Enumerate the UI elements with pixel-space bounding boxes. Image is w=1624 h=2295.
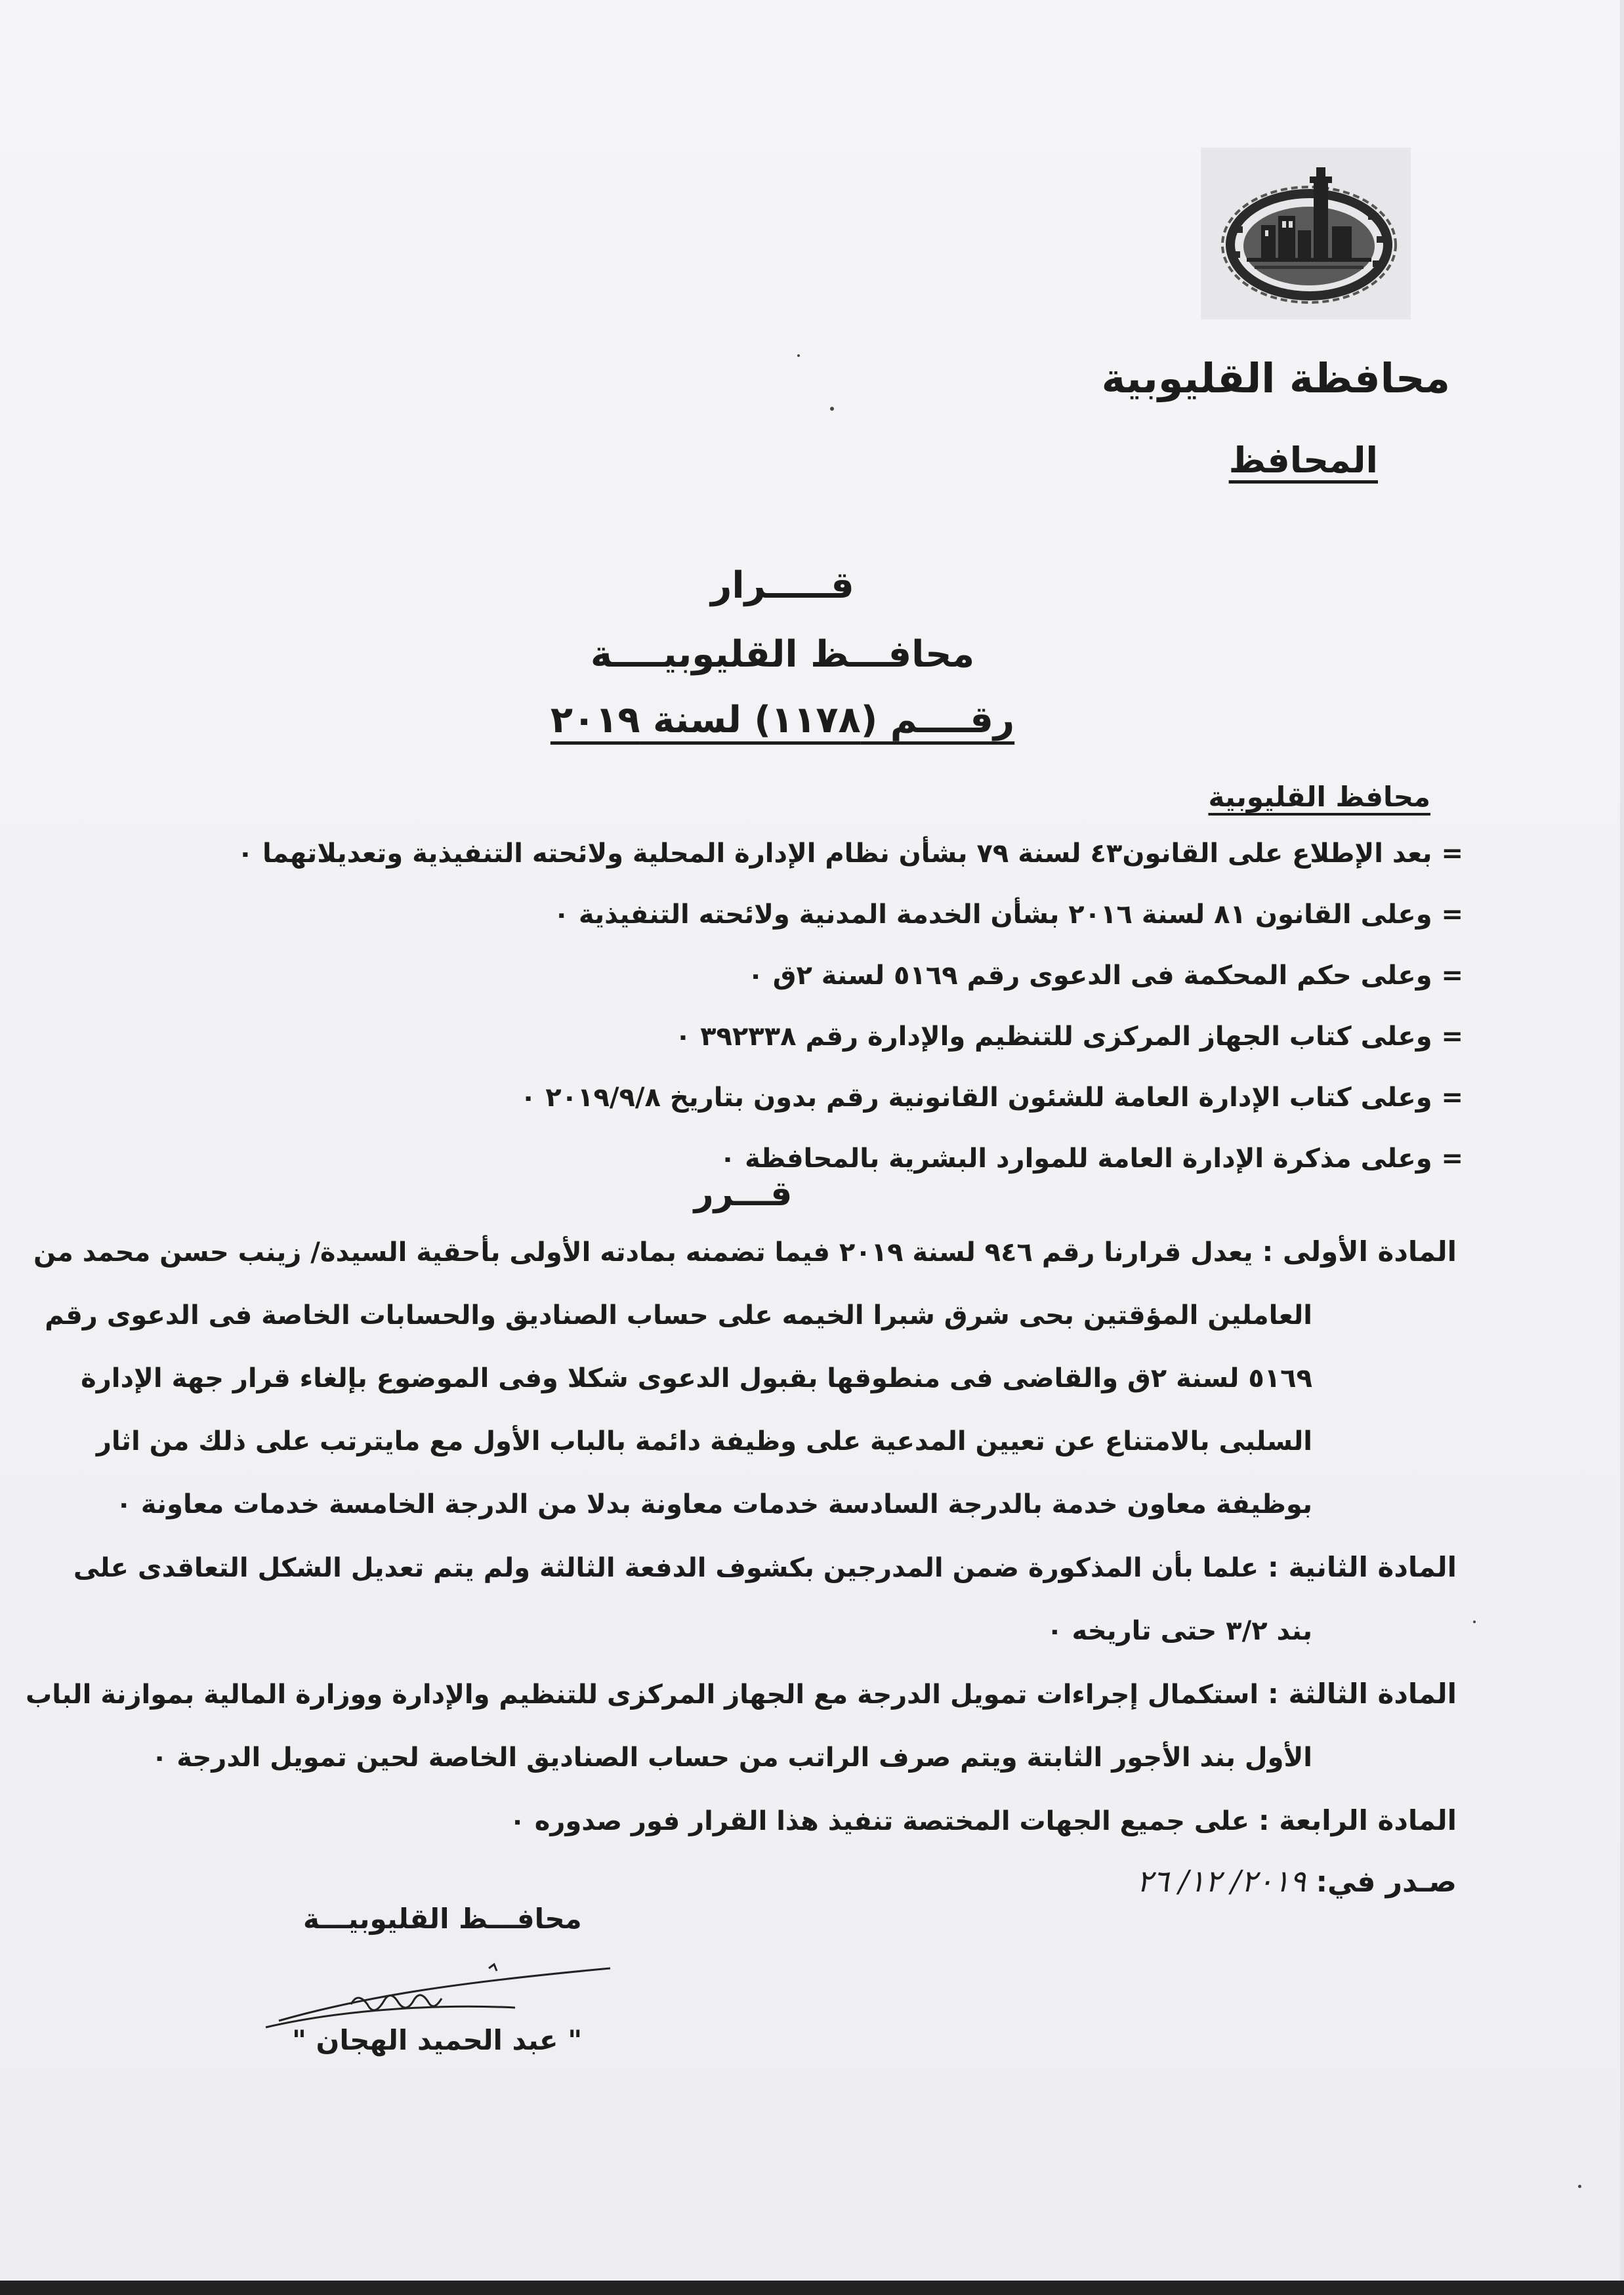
article-label: المادة الرابعة : xyxy=(1258,1804,1457,1836)
signatory-title: محافـــظ القليوبيـــة xyxy=(303,1903,582,1935)
article-first xyxy=(33,1220,1457,1536)
decree-issuer: محافـــظ القليوبيــــة xyxy=(590,633,975,676)
issued-date xyxy=(1136,1863,1457,1899)
scan-speck xyxy=(1578,2185,1581,2188)
decree-title: قـــــرار xyxy=(711,564,854,607)
recitals-list xyxy=(217,823,1463,1189)
article-line xyxy=(33,1220,1457,1284)
article-line: العاملين المؤقتين بحى شرق شبرا الخيمه على حساب الصناديق والحسابات الخاصة فى الدعوى رقم xyxy=(45,1300,1312,1331)
recital-item: = وعلى مذكرة الإدارة العامة للموارد البشرية بالمحافظة ٠ xyxy=(719,1144,1463,1174)
addressee: محافظ القليوبية xyxy=(1208,781,1430,813)
governorate-emblem-icon xyxy=(1201,148,1411,320)
issued-date-value: ٢٠١٩/ ١٢/ ٢٦ xyxy=(1136,1863,1306,1899)
office-title: المحافظ xyxy=(1228,440,1378,481)
issued-label: صـدر في: xyxy=(1316,1865,1457,1899)
recital-item: = وعلى حكم المحكمة فى الدعوى رقم ٥١٦٩ لسنة ٢ق ٠ xyxy=(747,961,1463,991)
scan-bottom-border xyxy=(0,2281,1624,2295)
article-line: بند ٣/٢ حتى تاريخه ٠ xyxy=(1047,1616,1312,1646)
article-second xyxy=(73,1536,1457,1663)
article-line xyxy=(26,1663,1457,1726)
article-line: السلبى بالامتناع عن تعيين المدعية على وظيفة دائمة بالباب الأول مع مايترتب على ذلك من اثار xyxy=(96,1426,1312,1457)
articles xyxy=(26,1220,1457,1853)
scan-speck xyxy=(797,354,800,357)
decree-number-text: رقــــم (١١٧٨) لسنة ٢٠١٩ xyxy=(550,699,1015,741)
decree-number xyxy=(0,699,1594,741)
article-fourth xyxy=(79,1789,1457,1853)
recital-item: = بعد الإطلاع على القانون٤٣ لسنة ٧٩ بشأن نظام الإدارة المحلية ولائحته التنفيذية وتعديلاتهما ٠ xyxy=(237,838,1463,869)
article-line: بوظيفة معاون خدمة بالدرجة السادسة خدمات معاونة بدلا من الدرجة الخامسة خدمات معاونة ٠ xyxy=(115,1489,1312,1520)
article-label: المادة الثانية : xyxy=(1268,1551,1457,1583)
article-text: علما بأن المذكورة ضمن المدرجين بكشوف الدفعة الثالثة ولم يتم تعديل الشكل التعاقدى على xyxy=(73,1553,1259,1583)
signatory-name: " عبد الحميد الهجان " xyxy=(292,2024,583,2056)
article-text: على جميع الجهات المختصة تنفيذ هذا القرار فور صدوره ٠ xyxy=(509,1806,1249,1836)
decided-heading: قـــرر xyxy=(694,1174,793,1214)
handwritten-signature xyxy=(253,1942,620,2034)
article-line xyxy=(73,1536,1457,1600)
article-label: المادة الثالثة : xyxy=(1268,1678,1457,1710)
recital-item: = وعلى كتاب الإدارة العامة للشئون القانونية رقم بدون بتاريخ ٢٠١٩/٩/٨ ٠ xyxy=(520,1083,1463,1113)
article-line xyxy=(79,1789,1457,1853)
article-third xyxy=(26,1663,1457,1789)
governorate-name: محافظة القليوبية xyxy=(1101,354,1450,402)
article-label: المادة الأولى : xyxy=(1262,1235,1457,1268)
article-text: استكمال إجراءات تمويل الدرجة مع الجهاز المركزى للتنظيم والإدارة ووزارة المالية بموازنة الباب xyxy=(26,1680,1259,1710)
scan-speck xyxy=(830,407,834,411)
recital-item: = وعلى كتاب الجهاز المركزى للتنظيم والإدارة رقم ٣٩٢٣٣٨ ٠ xyxy=(675,1022,1463,1052)
article-line: ٥١٦٩ لسنة ٢ق والقاضى فى منطوقها بقبول الدعوى شكلا وفى الموضوع بإلغاء قرار جهة الإدارة xyxy=(81,1363,1312,1394)
page-edge xyxy=(1620,0,1624,2281)
recital-item: = وعلى القانون ٨١ لسنة ٢٠١٦ بشأن الخدمة المدنية ولائحته التنفيذية ٠ xyxy=(553,899,1463,930)
article-line: الأول بند الأجور الثابتة ويتم صرف الراتب من حساب الصناديق الخاصة لحين تمويل الدرجة ٠ xyxy=(151,1743,1312,1773)
article-text: يعدل قرارنا رقم ٩٤٦ لسنة ٢٠١٩ فيما تضمنه بمادته الأولى بأحقية السيدة/ زينب حسن محمد من xyxy=(33,1237,1253,1268)
scan-speck xyxy=(1473,1621,1476,1623)
